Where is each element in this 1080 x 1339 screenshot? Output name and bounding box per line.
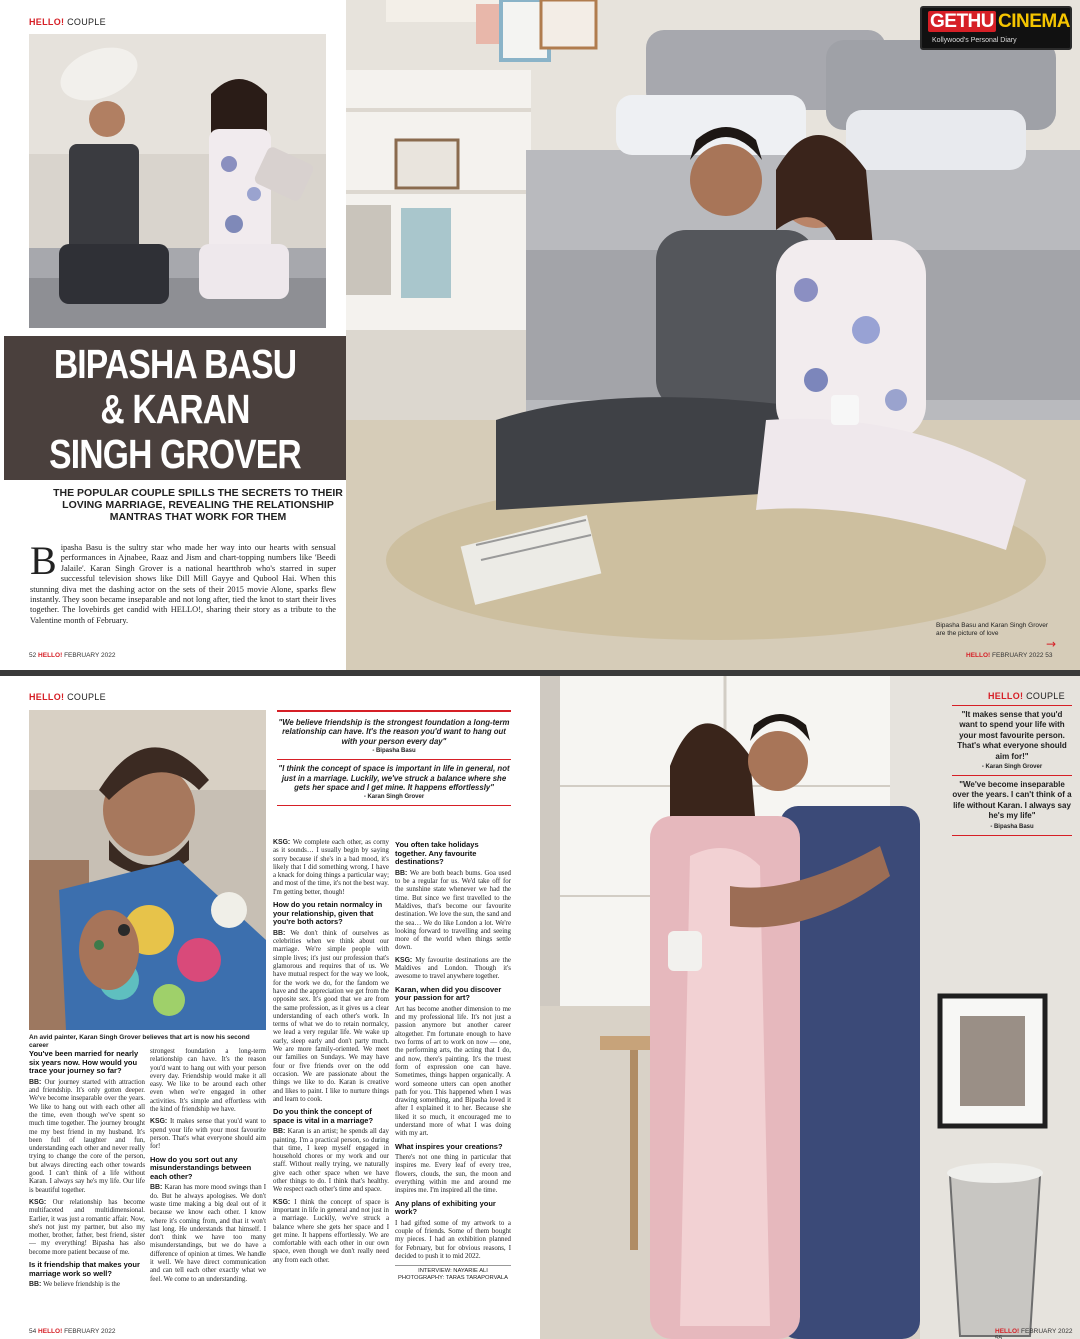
answer-text: It makes sense that you'd want to spend your life with your most favourite person. That's what everyone should aim for! [150,1118,266,1151]
watermark-brand: GETHU CINEMA [930,11,1070,32]
pull-quote-right [952,701,1072,840]
article-column-4 [395,839,511,1327]
photo-caption-53: Bipasha Basu and Karan Singh Grover are the picture of love [936,622,1049,637]
photo-caption-54: An avid painter, Karan Singh Grover believes that art is now his second career [29,1034,250,1049]
answer-text: We complete each other, as corny as it sounds… I usually begin by saying sorry because if she's in a bad mood, it's likely that I did something wrong. I have a knack for doing things a particular way; and most of the time, it's not the best way. I'm getting better, though! [273,839,389,896]
intro-text: ipasha Basu is the sultry star who made her way into our hearts with sensual performances in Ajnabee, Raaz and Jism and chart-topping numbers like 'Beedi Jalaile'. Karan Singh Grover is a national heartthrob who's starred in super successful television shows like Dill Mill Gayye and Qubool Hai. When this stunning diva met the dashing actor on the sets of their 2015 movie Alone, sparks flew instantly. They soon became inseparable and not long after, tied the knot to start their lives together. The lovebirds get candid with HELLO!, sharing their story as a tribute to the Valentine month of February. [30,543,336,625]
answer-text: Our journey started with attraction and friendship. It's only gotten deeper. We've become inseparable over the years. We like to hang out with each other all the time, even though we've spent so much time together. The journey brought me my best friend in my husband. It's been full of laughter and fun, understanding each other and never really trying to change the core of the person, but always directing each other towards good. I can't think of a life without Karan. I always say he's my life. Our life is beautiful together. [29,1078,145,1194]
watermark-tagline: Kollywood's Personal Diary [932,37,1017,44]
pull-quote-2-author: - Karan Singh Grover [363,794,425,801]
article-column-1 [29,1048,145,1328]
question-heading: How do you retain normalcy in your relationship, given that you're both actors? [273,900,383,927]
speaker-initials: KSG: [150,1118,170,1126]
pull-quote-1-author: - Bipasha Basu [372,748,416,755]
gethucinema-watermark-logo [920,6,1072,50]
speaker-initials: KSG: [273,839,293,846]
answer-paragraph [395,957,511,982]
divider [952,835,1072,836]
answer-text: I had gifted some of my artwork to a couple of friends. Some of them bought my pieces. I had an exhibition planned for February, but for obvious reasons, I decided to push it to mid 2022. [395,1219,511,1261]
folio-52: 52 HELLO! FEBRUARY 2022 [29,652,116,659]
answer-paragraph [395,1154,511,1195]
question-heading: You've been married for nearly six years now. How would you trace your journey so far? [29,1049,139,1076]
speaker-initials: BB: [29,1078,45,1086]
article-column-2 [150,1048,266,1328]
speaker-initials: KSG: [273,1198,295,1206]
answer-paragraph [273,1128,389,1194]
pull-quote-3-author: - Karan Singh Grover [981,764,1043,771]
answer-text: Art has become another dimension to me and my professional life. It's not just a passion anymore but another career altogether. I'm fortunate enough to have two forms of art to work on now — one, the performing arts, the acting that I do, and now, there's painting. It's the truest form of expression one can have. Sometimes, things happen organically. A word someone utters can open another path for you. This happened when I was drawing something, and Bipasha loved it after I explained it to her. Because she liked it so much, it encouraged me to understand more of what I was doing with my art. [395,1005,511,1138]
page-55 [540,676,1080,1339]
speaker-initials: BB: [273,1128,288,1136]
speaker-initials: BB: [150,1184,165,1192]
answer-paragraph [29,1281,145,1289]
answer-text: We are both beach bums. Goa used to be a regular for us. We'd take off for the sunshine state whenever we had the time. But since we first travelled to the Maldives, that's become our favourite destination. We love the sun, the sand and the sea… We do like London a lot. We're looking forward to travelling and seeing more of the world when things settle down. [395,869,511,952]
page-54 [0,676,540,1339]
answer-text: We don't think of ourselves as celebrities when we think about our marriage. We're simple people with simple lives; it's just our profession that's glamorous and requires that of us. We have mutual respect for the way we look, for the work we do, for the fandom we have and the appreciation we get from the opposite sex. It's good that we are from the same profession, as it gives us a clear understanding of each other's work. In terms of what we do to retain normalcy, we lead a very regular life. We wake up early, sleep early and don't party much. We are more family-oriented. We meet our families on Sundays. We may have four or five friends over on the odd occasion. We are passionate about the things we like to do. Karan is creative and likes to paint. I like to nurture things and learn to cook. [273,929,389,1103]
question-heading: Is it friendship that makes your marriage work so well? [29,1260,140,1278]
painting-photo [29,710,266,1030]
question-heading: Any plans of exhibiting your work? [395,1198,496,1217]
divider [277,805,511,806]
credit-interview: INTERVIEW: NAYARIE ALI [418,1268,488,1275]
headline-line-1: BIPASHA BASU [53,341,297,387]
folio-54: 54 HELLO! FEBRUARY 2022 [29,1328,116,1335]
headline-line-2: & KARAN [100,386,250,432]
pull-quote-1: "We believe friendship is the strongest foundation a long-term relationship can have. It's the reason you'd want to hang out with your person every day" [278,718,510,746]
pull-quote-box [277,710,511,810]
pull-quote-4-author: - Bipasha Basu [990,823,1034,830]
continue-arrow-icon: → [1046,637,1057,651]
answer-paragraph [273,930,389,1104]
headline-band [4,336,346,480]
speaker-initials: BB: [395,869,410,877]
divider [952,705,1072,706]
divider [952,775,1072,776]
section-kicker: HELLO! COUPLE [29,17,106,27]
answer-paragraph [273,839,389,897]
article-column-3 [273,839,389,1327]
pull-quote-3: "It makes sense that you'd want to spend your life with your most favourite person. That's what everyone should aim for!" [957,710,1067,761]
headline-line-3: SINGH GROVER [49,431,301,477]
answer-paragraph [150,1118,266,1151]
answer-paragraph [150,1184,266,1284]
photo-credits [395,1265,511,1282]
answer-text: My favourite destinations are the Maldives and London. Though it's awesome to travel anywhere together. [395,956,511,981]
answer-paragraph [395,1006,511,1139]
question-heading: Karan, when did you discover your passion for art? [395,984,502,1003]
question-heading: What inspires your creations? [395,1141,503,1151]
speaker-initials: BB: [29,1281,44,1289]
question-heading: You often take holidays together. Any favourite destinations? [395,840,479,867]
speaker-initials: BB: [273,929,291,937]
answer-paragraph [29,1079,145,1195]
spread-bottom [0,676,1080,1339]
pillow-fight-photo [29,34,326,328]
pull-quote-2: "I think the concept of space is important in life in general, not just in a marriage. Luckily, we've struck a balance where she gets her space and I get mine. It happens effortlessly" [278,764,510,793]
question-heading: Do you think the concept of space is vital in a marriage? [273,1107,374,1125]
divider [277,759,511,760]
answer-text: I think the concept of space is important in life in general and not just in a marriage. Luckily, we've struck a balance where she gets her space and I get mine. It happens effortlessly. We are comfortable with each other in our own space, even though we don't really need any from each other. [273,1198,389,1264]
answer-paragraph [150,1048,266,1114]
pull-quote-4: "We've become inseparable over the years. I can't think of a life without Karan. I always say he's my life" [952,780,1072,821]
answer-paragraph [273,1199,389,1265]
answer-paragraph [29,1199,145,1257]
answer-text: We believe friendship is the [43,1281,120,1289]
speaker-initials: KSG: [395,956,416,964]
answer-text: strongest foundation a long-term relationship can have. It's the reason you'd want to hang out with your person every day. Friendship would make it all easy. We like to be around each other even when we're engaged in other activities. It's simple and effortless with the kind of friendship we have. [150,1048,266,1114]
answer-paragraph [395,1220,511,1261]
standfirst: THE POPULAR COUPLE SPILLS THE SECRETS TO THEIR LOVING MARRIAGE, REVEALING THE RELATIONSHIP MANTRAS THAT WORK FOR THEM [53,487,343,523]
intro-paragraph [30,538,336,626]
page-52 [0,0,346,670]
section-kicker-54: HELLO! COUPLE [29,692,106,702]
question-heading: How do you sort out any misunderstandings between each other? [150,1154,252,1181]
drop-cap: B [30,538,57,583]
folio-55: HELLO! FEBRUARY 2022 55 [995,1328,1073,1339]
folio-53: HELLO! FEBRUARY 2022 53 [966,652,1053,659]
credit-photography: PHOTOGRAPHY: TARAS TARAPORVALA [397,1275,509,1282]
speaker-initials: KSG: [29,1198,53,1206]
answer-text: Our relationship has become multifaceted and multidimensional. Earlier, it was just a romantic affair. Now, she's not just my partner, but also my mother, brother, father, best friend, sister — my everything! Bipasha has also become more patient because of me. [29,1198,145,1256]
answer-paragraph [395,870,511,953]
section-kicker-55: HELLO! COUPLE [988,691,1065,701]
answer-text: Karan has more mood swings than I do. But he always apologises. We don't waste time making a big deal out of it because we know each other. I know where it's coming from, and that it won't last long. He understands that himself. I don't think we have too many misunderstandings, but we do have a difference of opinion at times. We handle it well. We have direct communication and can tell each other exactly what we feel. We come to an understanding. [150,1184,266,1283]
answer-text: Karan is an artist; he spends all day painting. I'm a practical person, so during that time, I keep myself engaged in household chores or my work and our staff. Without really trying, we naturally give each other space when we have other things to do. I think that's healthy. We respect each other's time and space. [273,1128,389,1194]
page-53 [346,0,1080,670]
answer-text: There's not one thing in particular that inspires me. Every leaf of every tree, flowers, clouds, the sun, the moon and everything within me and around me inspires me. I'm inspired all the time. [395,1154,511,1195]
couple-bed-photo [346,0,1080,670]
